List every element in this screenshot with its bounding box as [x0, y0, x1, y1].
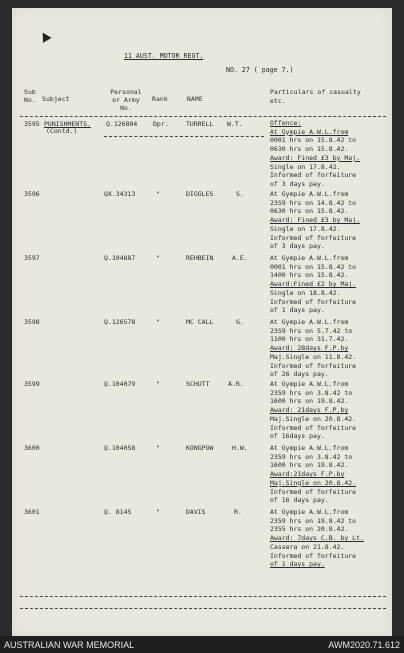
particulars-line: At Gympie A.W.L.from [270, 318, 349, 326]
bottom-divider-2 [20, 608, 386, 609]
particulars-line: Award: 21days F.P.by [270, 406, 349, 415]
particulars-line: Award: Fined £3 by Maj. [270, 153, 361, 162]
army-number: Q. 8145 [104, 508, 132, 516]
surname: REHBEIN [186, 254, 214, 262]
sub-number: 3600 [24, 444, 40, 452]
particulars [270, 444, 388, 505]
particulars-line: At Gympie A.W.L.from [270, 190, 349, 198]
particulars-line: of 16days pay. [270, 432, 325, 441]
document-page [12, 8, 392, 636]
particulars-line: of 1 days pay. [270, 560, 325, 569]
particulars-line: 1100 hrs on 31.7.42. [270, 335, 349, 344]
rank: " [156, 254, 160, 262]
particulars-line: Award: 7days C.B. by Lt. [270, 534, 364, 543]
surname: KONGPOW [186, 444, 214, 452]
unit-title: 11 AUST. MOTOR REGT. [124, 52, 204, 60]
archive-name: AUSTRALIAN WAR MEMORIAL [4, 640, 135, 650]
rank: " [156, 444, 160, 452]
particulars-line: 1600 hrs on 19.8.42. [270, 461, 349, 470]
particulars-line: 1400 hrs on 15.8.42. [270, 271, 349, 280]
particulars-line: At Gympie A.W.L.from [270, 508, 349, 516]
surname: DIGGLES [186, 190, 214, 198]
army-number: Q.104887 [104, 254, 136, 262]
header-divider [20, 116, 386, 117]
particulars-line: of 1 days pay. [270, 306, 325, 315]
particulars-line: Informed of forfeiture [270, 233, 357, 242]
row-divider [104, 136, 264, 137]
col-subject: Subject [42, 95, 70, 103]
particulars [270, 508, 388, 569]
pen-mark-icon [38, 30, 51, 43]
initials: S. [236, 190, 244, 198]
particulars-line: At Gympie A.W.L.from [270, 444, 349, 452]
particulars-line: At Gympie A.W.L.from [270, 127, 349, 136]
particulars-line: Award:21days F.P.by [270, 470, 345, 479]
rank: " [156, 318, 160, 326]
sub-number: 3601 [24, 508, 40, 516]
particulars [270, 380, 388, 441]
particulars-line: Award:Fined £2 by Maj. [270, 280, 357, 289]
particulars-line: Informed of forfeiture [270, 551, 357, 560]
rank: " [156, 380, 160, 388]
col-particulars: Particulars of casualty etc. [270, 88, 361, 105]
initials: A.E. [232, 254, 248, 262]
surname: MC CALL [186, 318, 214, 326]
particulars-line: 0001 hrs on 15.8.42 to [270, 262, 357, 271]
particulars-line: 1600 hrs on 19.8.42. [270, 397, 349, 406]
particulars-line: At Gympie A.W.L.from [270, 380, 349, 388]
sub-number: 3595 [24, 120, 40, 128]
army-number: Q.104079 [104, 380, 136, 388]
particulars-line: Award: 28days F.P.by [270, 344, 349, 353]
initials: A.R. [228, 380, 244, 388]
initials: R. [234, 508, 242, 516]
particulars-line: Informed of forfeiture [270, 361, 357, 370]
army-number: Q.126804 [106, 120, 138, 128]
particulars-line: Informed of forfeiture [270, 423, 357, 432]
particulars-line: 2359 hrs on 3.8.42 to [270, 452, 353, 461]
particulars [270, 254, 388, 315]
rank: " [156, 190, 160, 198]
army-number: Q.104058 [104, 444, 136, 452]
particulars-line: Informed of forfeiture [270, 487, 357, 496]
col-sub-no: Sub No. [24, 88, 36, 104]
particulars [270, 318, 388, 379]
particulars-line: of 16 days pay. [270, 496, 329, 505]
particulars-line: of 3 days pay. [270, 242, 325, 251]
particulars-line: Cassera on 21.8.42. [270, 542, 345, 551]
particulars-line: 0001 hrs on 15.8.42 to [270, 136, 357, 145]
particulars-line: Single on 17.8.42. [270, 224, 341, 233]
archive-footer [0, 636, 404, 653]
rank: " [156, 508, 160, 516]
sub-number: 3596 [24, 190, 40, 198]
archive-reference: AWM2020.71.612 [328, 640, 400, 650]
col-name: NAME [187, 95, 203, 103]
initials: G. [236, 318, 244, 326]
particulars-line: Offence: [270, 119, 302, 127]
particulars-line: Award: Fined £3 by Maj. [270, 216, 361, 225]
subject: PUNISHMENTS. [44, 120, 91, 128]
surname: DAVIS [186, 508, 206, 516]
particulars-line: Maj.Single on 20.8.42. [270, 478, 357, 487]
particulars-line: At Gympie A.W.L.from [270, 254, 349, 262]
particulars-line: Single on 18.8.42. [270, 288, 341, 297]
order-number: NO. 27 ( page 7.) [226, 66, 294, 74]
particulars-line: Informed of forfeiture [270, 297, 357, 306]
col-army-no: Personal or Army No. [110, 88, 142, 112]
particulars-line: 2359 hrs on 19.8.42 to [270, 516, 357, 525]
particulars [270, 190, 388, 251]
army-number: QX.34313 [104, 190, 136, 198]
army-number: Q.126578 [104, 318, 136, 326]
sub-number: 3597 [24, 254, 40, 262]
particulars-line: of 3 days pay. [270, 179, 325, 188]
sub-number: 3599 [24, 380, 40, 388]
bottom-divider [20, 596, 386, 597]
surname: SCHUTT [186, 380, 210, 388]
subject-continued: (Contd.) [46, 127, 78, 135]
particulars-line: 2359 hrs on 5.7.42 to [270, 326, 353, 335]
surname: TURRELL [186, 120, 214, 128]
particulars-line: Maj.Single on 11.8.42. [270, 352, 357, 361]
particulars-line: Informed of forfeiture [270, 171, 357, 180]
col-rank: Rank [152, 95, 168, 103]
initials: H.W. [232, 444, 248, 452]
sub-number: 3598 [24, 318, 40, 326]
particulars-line: 2359 hrs on 3.8.42 to [270, 388, 353, 397]
particulars-line: 2359 hrs on 14.8.42 to [270, 198, 357, 207]
rank: Dpr. [153, 120, 169, 128]
particulars-line: Maj.Single on 20.8.42. [270, 414, 357, 423]
particulars-line: of 26 days pay. [270, 370, 329, 379]
initials: W.T. [227, 120, 243, 128]
particulars-line: 0630 hrs on 15.8.42. [270, 207, 349, 216]
particulars-line: 2355 hrs on 20.8.42. [270, 525, 349, 534]
particulars [270, 119, 388, 189]
particulars-line: 0630 hrs on 15.8.42. [270, 145, 349, 154]
particulars-line: Single on 17.8.42. [270, 162, 341, 171]
